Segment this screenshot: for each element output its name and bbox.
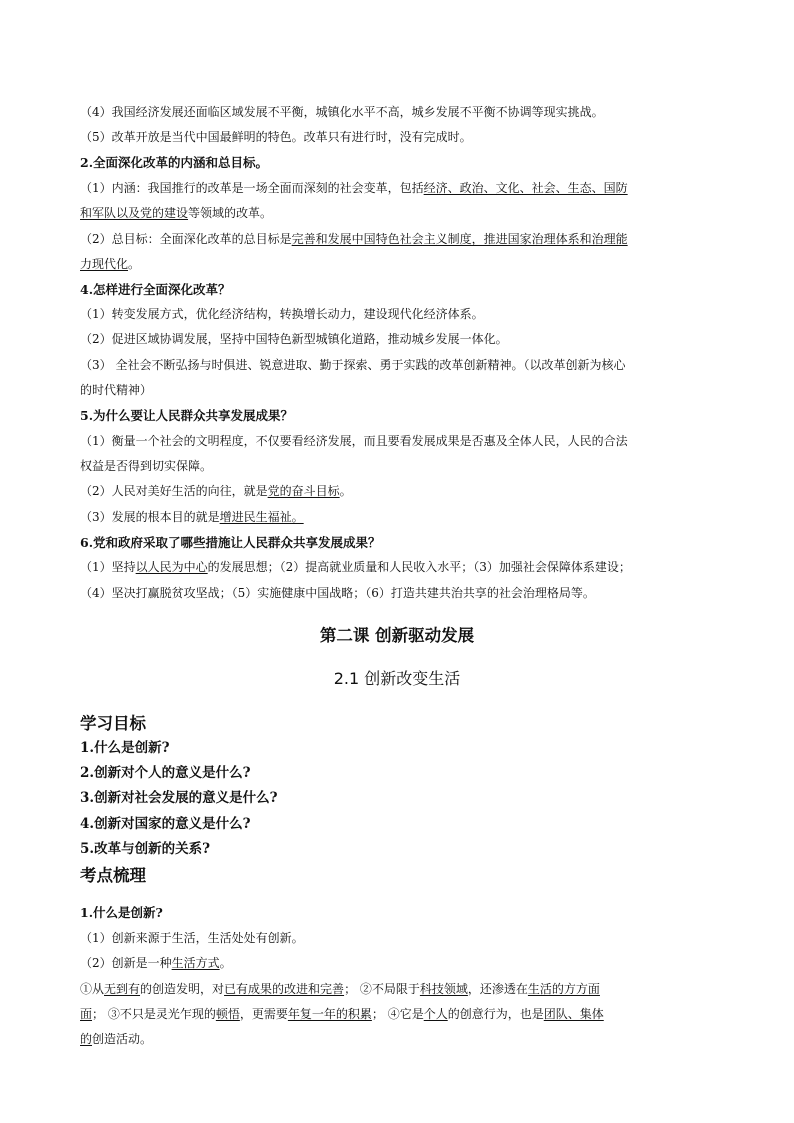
text-line bbox=[80, 1002, 720, 1027]
text-span: ，更需要 bbox=[239, 1007, 288, 1021]
text-span: （2）促进区域协调发展，坚持中国特色新型城镇化道路，推动城乡发展一体化。 bbox=[80, 332, 508, 346]
text-span: （2）人民对美好生活的向往，就是 bbox=[80, 484, 268, 498]
text-line bbox=[80, 100, 720, 125]
underlined-term: 增进民生福祉。 bbox=[219, 510, 304, 524]
text-line bbox=[80, 201, 720, 226]
text-span: 4.怎样进行全面深化改革？ bbox=[80, 282, 231, 297]
text-line bbox=[80, 227, 720, 252]
underlined-term: 已有成果的改进和完善 bbox=[224, 982, 345, 996]
review-heading: 考点梳理 bbox=[80, 866, 146, 885]
text-line bbox=[80, 555, 720, 580]
underlined-term: 的 bbox=[80, 1032, 93, 1046]
text-span: 权益是否得到切实保障。 bbox=[80, 459, 213, 473]
text-span: ①从 bbox=[80, 982, 105, 996]
text-line bbox=[80, 951, 720, 976]
text-line bbox=[80, 327, 720, 352]
text-span: ； ④它是 bbox=[371, 1007, 424, 1021]
text-span: （2）创新是一种 bbox=[80, 956, 172, 970]
text-line bbox=[80, 581, 720, 606]
text-span: 的时代精神） bbox=[80, 383, 153, 397]
lesson-title: 第二课 创新驱动发展 bbox=[319, 626, 475, 645]
text-span: ，还渗透在 bbox=[467, 982, 528, 996]
underlined-term: 顿悟 bbox=[215, 1007, 240, 1021]
text-span: ； ②不局限于 bbox=[344, 982, 420, 996]
text-span: 。 bbox=[219, 956, 232, 970]
text-span: 的创意行为，也是 bbox=[447, 1007, 544, 1021]
text-line bbox=[80, 252, 720, 277]
text-line bbox=[80, 176, 720, 201]
text-span: ； ③不只是灵光乍现的 bbox=[92, 1007, 216, 1021]
question-heading bbox=[80, 900, 720, 925]
text-line bbox=[80, 479, 720, 504]
text-span: 等领域的改革。 bbox=[188, 206, 273, 220]
underlined-term: 以人民为中心 bbox=[135, 560, 208, 574]
underlined-term: 年复一年的积累 bbox=[287, 1007, 372, 1021]
text-line bbox=[80, 1027, 720, 1052]
text-span: 。 bbox=[128, 257, 141, 271]
text-span: （3）发展的根本目的就是 bbox=[80, 510, 220, 524]
text-span: 2.全面深化改革的内涵和总目标。 bbox=[80, 155, 269, 170]
text-line bbox=[80, 429, 720, 454]
text-span: （5）改革开放是当代中国最鲜明的特色。改革只有进行时，没有完成时。 bbox=[80, 130, 472, 144]
text-span: 的创造发明，对 bbox=[140, 982, 225, 996]
goal-item: 1.什么是创新? bbox=[80, 740, 170, 756]
underlined-term: 个人 bbox=[423, 1007, 448, 1021]
text-line bbox=[80, 378, 720, 403]
underlined-term: 生活的方方面 bbox=[527, 982, 600, 996]
text-span: 6.党和政府采取了哪些措施让人民群众共享发展成果？ bbox=[80, 535, 381, 550]
text-span: （4）坚决打赢脱贫攻坚战；（5）实施健康中国战略；（6）打造共建共治共享的社会治理格局等。 bbox=[80, 586, 595, 600]
question-heading bbox=[80, 530, 720, 555]
text-line bbox=[80, 302, 720, 327]
text-span: 5.为什么要让人民群众共享发展成果？ bbox=[80, 408, 294, 423]
text-span: （4）我国经济发展还面临区域发展不平衡，城镇化水平不高，城乡发展不平衡不协调等现实挑战。 bbox=[80, 105, 604, 119]
text-line bbox=[80, 926, 720, 951]
text-span: （1）创新来源于生活，生活处处有创新。 bbox=[80, 931, 304, 945]
text-span: 。 bbox=[339, 484, 352, 498]
underlined-term: 经济、政治、文化、社会、生态、国防 bbox=[423, 181, 628, 195]
underlined-term: 力现代化 bbox=[80, 257, 129, 271]
text-span: （3） 全社会不断弘扬与时俱进、锐意进取、勤于探索、勇于实践的改革创新精神。（以改革创新为核心 bbox=[80, 358, 626, 372]
text-span: （1）内涵：我国推行的改革是一场全面而深刻的社会变革，包括 bbox=[80, 181, 424, 195]
text-line bbox=[80, 353, 720, 378]
underlined-term: 党的奋斗目标 bbox=[267, 484, 340, 498]
text-span: （2）总目标：全面深化改革的总目标是 bbox=[80, 232, 292, 246]
text-line bbox=[80, 454, 720, 479]
text-span: （1）衡量一个社会的文明程度，不仅要看经济发展，而且要看发展成果是否惠及全体人民，人民的合法 bbox=[80, 434, 628, 448]
goal-item: 3.创新对社会发展的意义是什么? bbox=[80, 790, 278, 806]
text-span: 1.什么是创新? bbox=[80, 905, 163, 920]
question-heading bbox=[80, 403, 720, 428]
text-span: 创造活动。 bbox=[92, 1032, 153, 1046]
text-span: （1）坚持 bbox=[80, 560, 136, 574]
underlined-term: 和军队以及党的建设 bbox=[80, 206, 189, 220]
goal-item: 5.改革与创新的关系? bbox=[80, 841, 211, 857]
goal-item: 2.创新对个人的意义是什么? bbox=[80, 765, 251, 781]
goal-item: 4.创新对国家的意义是什么? bbox=[80, 816, 251, 832]
underlined-term: 科技领域 bbox=[419, 982, 468, 996]
underlined-term: 生活方式 bbox=[171, 956, 220, 970]
text-line bbox=[80, 125, 720, 150]
text-line bbox=[80, 505, 720, 530]
section-title: 2.1 创新改变生活 bbox=[333, 669, 461, 688]
question-heading bbox=[80, 150, 720, 175]
text-span: 的发展思想；（2）提高就业质量和人民收入水平；（3）加强社会保障体系建设； bbox=[207, 560, 631, 574]
goals-heading: 学习目标 bbox=[80, 714, 146, 733]
underlined-term: 无到有 bbox=[104, 982, 141, 996]
text-line bbox=[80, 977, 720, 1002]
question-heading bbox=[80, 277, 720, 302]
text-span: （1）转变发展方式，优化经济结构，转换增长动力，建设现代化经济体系。 bbox=[80, 307, 484, 321]
underlined-term: 完善和发展中国特色社会主义制度，推进国家治理体系和治理能 bbox=[291, 232, 628, 246]
underlined-term: 团队、集体 bbox=[543, 1007, 604, 1021]
underlined-term: 面 bbox=[80, 1007, 93, 1021]
